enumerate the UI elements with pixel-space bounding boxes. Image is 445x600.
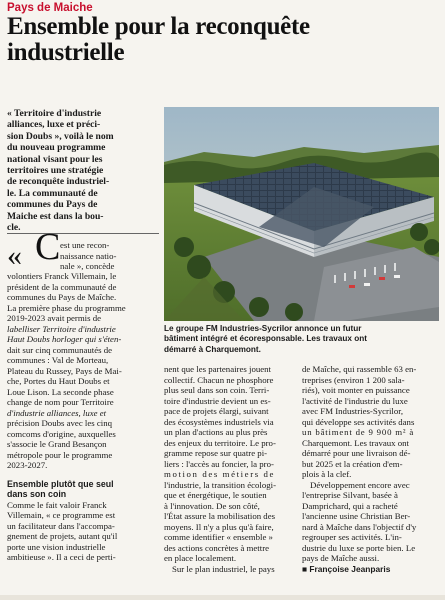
body-column-1 bbox=[7, 271, 160, 563]
body-line: gramme repose sur quatre pi- bbox=[164, 448, 268, 458]
author-name: Françoise Jeanparis bbox=[309, 563, 391, 574]
headline bbox=[7, 14, 439, 66]
lede bbox=[7, 108, 159, 233]
subhead-line: dans son coin bbox=[7, 489, 67, 499]
body-line: plois à la clef. bbox=[302, 469, 352, 479]
body-line: que et énergétique, le soutien bbox=[164, 490, 267, 500]
body-line: volontiers Franck Villemain, le bbox=[7, 271, 117, 281]
lede-line: Maiche est dans la bou- bbox=[7, 210, 104, 222]
body-line: Charquemont. Les travaux ont bbox=[302, 437, 410, 448]
caption-line: Le groupe FM Industries-Sycrilor annonce un futur bbox=[164, 324, 362, 333]
signature-bullet-icon: ■ bbox=[302, 563, 310, 574]
building-photo bbox=[164, 107, 439, 321]
body-line: 2023-2027. bbox=[7, 460, 48, 470]
body-line: ambitieuse ». Il a ceci de perti- bbox=[7, 552, 116, 562]
body-line: Sur le plan industriel, le pays bbox=[172, 563, 275, 574]
body-line: comcoms d'origine, auxquelles bbox=[7, 428, 116, 439]
lede-separator bbox=[7, 233, 159, 234]
body-line: un plan d'actions au plus près bbox=[164, 427, 268, 437]
body-line: but 2025 et la création d'em- bbox=[302, 458, 403, 469]
body-line: che, Portes du Haut Doubs et bbox=[7, 376, 110, 386]
body-line: des écosystèmes industriels via bbox=[164, 416, 274, 427]
body-column-2 bbox=[164, 364, 301, 574]
body-line: La première phase du programme bbox=[7, 302, 126, 313]
body-line: comme identifier « ensemble » bbox=[164, 532, 273, 542]
body-line: Comme le fait valoir Franck bbox=[7, 499, 107, 510]
body-line: à l'innovation. De son côté, bbox=[164, 500, 260, 511]
body-column-3 bbox=[302, 364, 440, 574]
body-line: est une recon- bbox=[60, 240, 110, 250]
body-line: Loue Lison. La seconde phase bbox=[7, 386, 114, 397]
body-line: avec FM Industries-Sycrilor, bbox=[302, 406, 404, 416]
body-line: change de nom pour Territoire bbox=[7, 397, 114, 407]
body-line: communes du Pays de Maîche. bbox=[7, 292, 117, 302]
body-column-1-top bbox=[60, 240, 160, 272]
body-line: des actions concrètes à mettre bbox=[164, 542, 270, 553]
body-line: Haut Doubs horloger qui s'éten- bbox=[7, 334, 122, 344]
lede-line: cle. bbox=[7, 222, 21, 234]
body-line: Damprichard, qui a racheté bbox=[302, 500, 398, 511]
lede-line: national visant pour les bbox=[7, 153, 103, 165]
body-line: nent que les partenaires jouent bbox=[164, 364, 271, 374]
body-line: dait sur cinq communautés de bbox=[7, 344, 113, 355]
headline-line: Ensemble pour la reconquête bbox=[7, 13, 310, 40]
lede-line: le. La communauté de bbox=[7, 187, 98, 199]
lede-line: du nouveau programme bbox=[7, 142, 106, 154]
body-line: dustrie du luxe se porte bien. Le bbox=[302, 542, 416, 553]
body-line: moyens. Il n'y a plus qu'à faire, bbox=[164, 521, 274, 532]
lede-line: de reconquête industriel- bbox=[7, 176, 110, 188]
body-line: communes : Val de Morteau, bbox=[7, 355, 109, 365]
body-line: un facilitateur dans l'accompa- bbox=[7, 520, 115, 531]
body-line: métropole pour le programme bbox=[7, 449, 113, 460]
body-line: Développement encore avec bbox=[310, 479, 410, 490]
lede-line: sion Doubs », voilà le nom bbox=[7, 130, 114, 142]
body-line: liers : l'accès au foncier, la pro- bbox=[164, 458, 274, 469]
body-line: précision Doubs avec les cinq bbox=[7, 418, 113, 428]
body-line: gnement de projets, autant qu'il bbox=[7, 531, 118, 541]
spacer bbox=[7, 471, 160, 479]
body-line: plus seul dans son coin. Terri- bbox=[164, 385, 270, 395]
body-line: un bâtiment de 9 900 m² à bbox=[302, 427, 415, 437]
lede-line: alliances, luxe et préci- bbox=[7, 119, 101, 131]
body-line: toire d'industrie devient un es- bbox=[164, 395, 271, 406]
body-line: motion des métiers de bbox=[164, 469, 276, 479]
body-line: labelliser Territoire d'industrie bbox=[7, 323, 116, 334]
body-line: 2019-2023 avait permis de bbox=[7, 313, 102, 323]
body-line: porte une vision industrielle bbox=[7, 541, 106, 552]
body-line: treprises (environ 1 200 sala- bbox=[302, 374, 405, 385]
body-line: président de la communauté de bbox=[7, 281, 117, 292]
rubric: Pays de Maiche bbox=[7, 2, 93, 14]
body-line: riés), voit monter en puissance bbox=[302, 385, 410, 395]
body-line: l'ancienne usine Christian Ber- bbox=[302, 511, 411, 521]
lede-line: « Territoire d'industrie bbox=[7, 108, 102, 119]
body-line: nale », concède bbox=[60, 261, 115, 271]
headline-line: industrielle bbox=[7, 39, 125, 66]
body-line: l'État assure la mobilisation des bbox=[164, 511, 276, 521]
body-line: Plateau du Russey, Pays de Mai- bbox=[7, 365, 122, 376]
body-line: pace de projets élargi, suivant bbox=[164, 406, 269, 416]
body-line: regrouper ses activités. L'in- bbox=[302, 532, 402, 542]
body-line: en place localement. bbox=[164, 553, 237, 563]
body-line: pays de Maîche aussi. bbox=[302, 553, 380, 563]
body-line: l'activité de l'industrie du luxe bbox=[302, 395, 408, 406]
body-line: d'industrie alliances, luxe et bbox=[7, 407, 107, 418]
opening-quote: « bbox=[7, 239, 22, 272]
body-line: démarré pour une livraison dé- bbox=[302, 448, 411, 458]
body-line: de Maîche, qui rassemble 63 en- bbox=[302, 364, 417, 374]
body-line: collectif. Chacun ne phosphore bbox=[164, 374, 274, 385]
body-line: Villemain, « ce programme est bbox=[7, 510, 116, 520]
page-bottom-strip bbox=[0, 595, 445, 600]
body-line: l'industrie, la transition écologi- bbox=[164, 479, 277, 490]
author-signature bbox=[302, 564, 440, 575]
building-render-illustration bbox=[164, 107, 439, 321]
photo-caption bbox=[164, 324, 440, 355]
body-line: des enjeux du territoire. Le pro- bbox=[164, 437, 276, 448]
caption-line: démarré à Charquemont. bbox=[164, 344, 261, 354]
subhead-line: Ensemble plutôt que seul bbox=[7, 478, 114, 489]
body-line: l'entreprise Silvant, basée à bbox=[302, 490, 398, 500]
lede-line: communes du Pays de bbox=[7, 199, 98, 211]
lede-line: territoires une stratégie bbox=[7, 165, 104, 177]
body-line: naissance natio- bbox=[60, 250, 117, 261]
body-line: nard à Maîche dans l'objectif d'y bbox=[302, 521, 417, 532]
body-line: qui développe ses activités dans bbox=[302, 416, 415, 427]
caption-line: bâtiment intégré et écoresponsable. Les travaux ont bbox=[164, 334, 367, 344]
dropcap-letter: C bbox=[35, 226, 61, 268]
body-line: s'associe le Grand Besançon bbox=[7, 439, 107, 449]
